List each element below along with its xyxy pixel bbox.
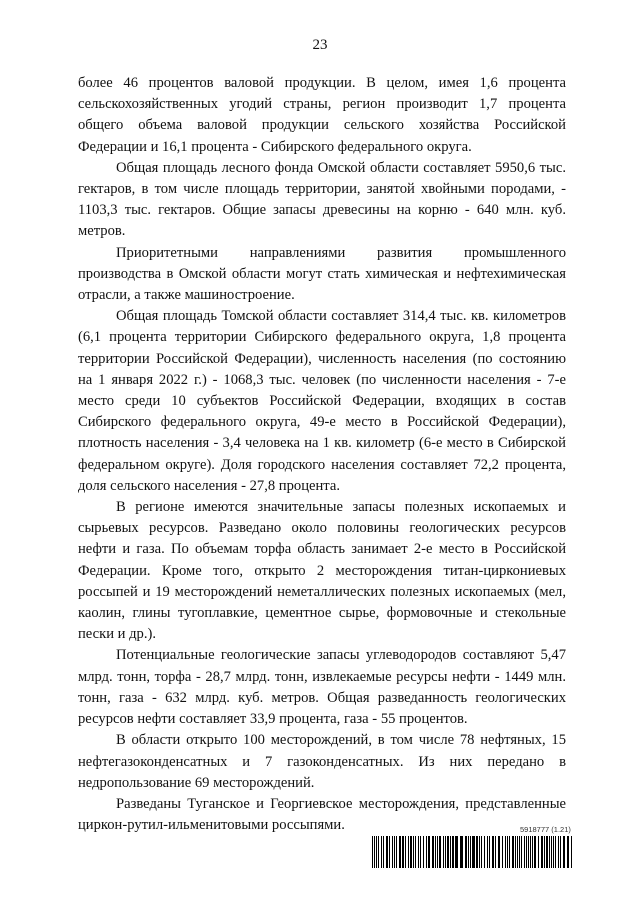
paragraph-8: Разведаны Туганское и Георгиевское месторождения, представленные циркон-рутил-ильменитовыми россыпями. [78, 795, 566, 834]
document-code: 5918777 (1.21) [520, 825, 571, 834]
page-number: 23 [312, 37, 328, 53]
paragraph-3: Приоритетными направлениями развития промышленного производства в Омской области могут стать химическая и нефтехимическая отрасли, а также машиностроение. [78, 244, 566, 304]
document-body [78, 73, 566, 836]
barcode-image [372, 836, 572, 868]
paragraph-2: Общая площадь лесного фонда Омской области составляет 5950,6 тыс. гектаров, в том числе площадь территории, занятой хвойными породами, - 1103,3 тыс. гектаров. Общие запасы древесины на корню - 640 млн. куб. метров. [78, 159, 566, 240]
paragraph-6: Потенциальные геологические запасы углеводородов составляют 5,47 млрд. тонн, торфа - 28,7 млрд. тонн, извлекаемые ресурсы нефти - 1449 млн. тонн, газа - 632 млрд. куб. метров. Общая разведанность геологических ресурсов нефти составляет 33,9 процента, газа - 55 процентов. [78, 647, 566, 728]
paragraph-1: более 46 процентов валовой продукции. В целом, имея 1,6 процента сельскохозяйственных угодий страны, регион производит 1,7 процента общего объема валовой продукции сельского хозяйства Российской Федерации и 16,1 процента - Сибирского федерального округа. [78, 75, 566, 155]
paragraph-5: В регионе имеются значительные запасы полезных ископаемых и сырьевых ресурсов. Разведано около половины геологических ресурсов нефти и газа. По объемам торфа область занимает 2-е место в Российской Федерации. Кроме того, открыто 2 месторождения титан-циркониевых россыпей и 19 месторождений неметаллических полезных ископаемых (мел, каолин, глины тугоплавкие, цементное сырье, формовочные и стекольные пески и др.). [78, 499, 566, 643]
paragraph-4: Общая площадь Томской области составляет 314,4 тыс. кв. километров (6,1 процента территории Сибирского федерального округа, 1,8 процента территории Российской Федерации), численность населения (по состоянию на 1 января 2022 г.) - 1068,3 тыс. человек (по численности населения - 7-е место среди 10 субъектов Российской Федерации, входящих в состав Сибирского федерального округа, 49-е место в Российской Федерации), плотность населения - 3,4 человека на 1 кв. километр (6-е место в Сибирской федеральном округе). Доля городского населения составляет 72,2 процента, доля сельского населения - 27,8 процента. [78, 308, 566, 494]
paragraph-7: В области открыто 100 месторождений, в том числе 78 нефтяных, 15 нефтегазоконденсатных и 7 газоконденсатных. Из них передано в недропользование 69 месторождений. [78, 732, 566, 791]
